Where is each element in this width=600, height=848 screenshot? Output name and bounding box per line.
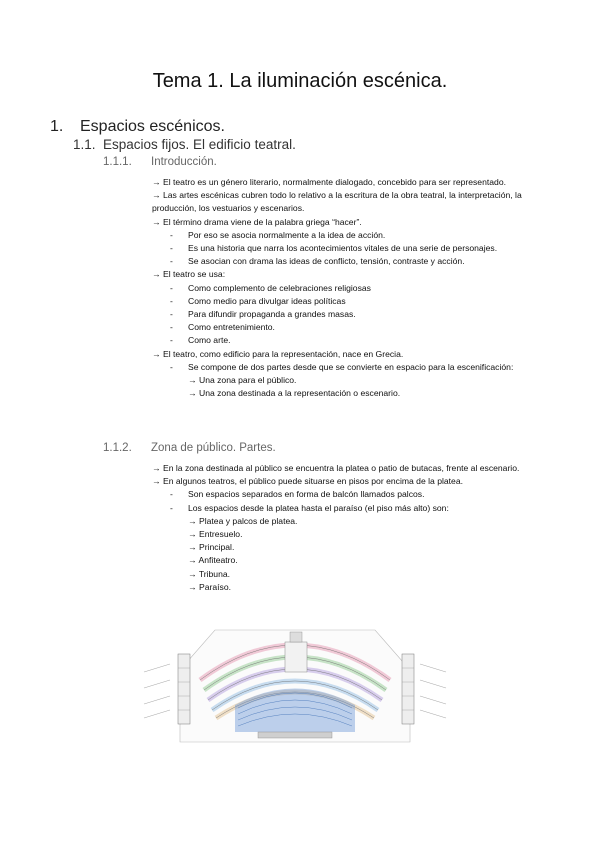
section-title: Introducción. [151, 156, 217, 168]
right-palcos-tower [402, 654, 414, 724]
section-heading-1 [50, 118, 225, 136]
paragraph: → El teatro se usa: [152, 269, 226, 280]
section-number: 1.1.1. [103, 156, 132, 168]
paragraph: → El término drama viene de la palabra griega “hacer”. [152, 216, 362, 227]
sub-item: → Platea y palcos de platea. [188, 515, 298, 526]
paragraph: → En la zona destinada al público se encuentra la platea o patio de butacas, frente al escenario. [152, 463, 520, 473]
paragraph: → En algunos teatros, el público puede situarse en pisos por encima de la platea. [152, 476, 463, 487]
royal-box [285, 642, 307, 672]
paragraph: → El teatro es un género literario, normalmente dialogado, concebido para ser representado. [152, 177, 506, 187]
section-title: Zona de público. Partes. [151, 442, 276, 454]
list-item: - Por eso se asocia normalmente a la idea de acción. [152, 229, 552, 242]
list-item: - Como complemento de celebraciones religiosas [152, 282, 552, 295]
theatre-seating-illustration [140, 610, 450, 745]
introduccion-body [152, 176, 552, 400]
section-heading-1-1-1 [103, 156, 217, 168]
sub-item: → Principal. [188, 542, 235, 553]
left-palcos-tower [178, 654, 190, 724]
list-item: - Como arte. [152, 334, 552, 347]
sub-item: → Paraíso. [188, 581, 231, 592]
stage [258, 732, 332, 738]
section-title: Espacios escénicos. [80, 118, 225, 135]
sub-item: → Tribuna. [188, 568, 231, 579]
section-title: Espacios fijos. El edificio teatral. [103, 137, 296, 152]
list-item: - Como medio para divulgar ideas políticas [152, 295, 552, 308]
sub-item: → Entresuelo. [188, 529, 243, 540]
list-item: - Los espacios desde la platea hasta el paraíso (el piso más alto) son: [152, 502, 552, 515]
sub-item: → Una zona destinada a la representación o escenario. [188, 388, 401, 399]
paragraph: → Las artes escénicas cubren todo lo relativo a la escritura de la obra teatral, la interpretación, la producción, los vestuarios y escenarios. [152, 190, 522, 214]
list-item: - Se asocian con drama las ideas de conflicto, tensión, contraste y acción. [152, 255, 552, 268]
paragraph: → El teatro, como edificio para la representación, nace en Grecia. [152, 348, 404, 359]
list-item: - Como entretenimiento. [152, 321, 552, 334]
sub-item: → Una zona para el público. [188, 375, 297, 386]
section-number: 1. [50, 118, 64, 135]
section-heading-1-1 [73, 137, 296, 152]
section-heading-1-1-2 [103, 442, 276, 454]
zona-publico-body [152, 462, 552, 594]
section-number: 1.1.2. [103, 442, 132, 454]
page-title: Tema 1. La iluminación escénica. [152, 70, 448, 92]
sub-item: → Anfiteatro. [188, 555, 238, 566]
list-item: - Para difundir propaganda a grandes masas. [152, 308, 552, 321]
tower [290, 632, 302, 642]
list-item: - Son espacios separados en forma de balcón llamados palcos. [152, 488, 552, 501]
section-number: 1.1. [73, 137, 96, 152]
list-item: - Es una historia que narra los acontecimientos vitales de una serie de personajes. [152, 242, 552, 255]
list-item: - Se compone de dos partes desde que se convierte en espacio para la escenificación: [152, 361, 552, 374]
